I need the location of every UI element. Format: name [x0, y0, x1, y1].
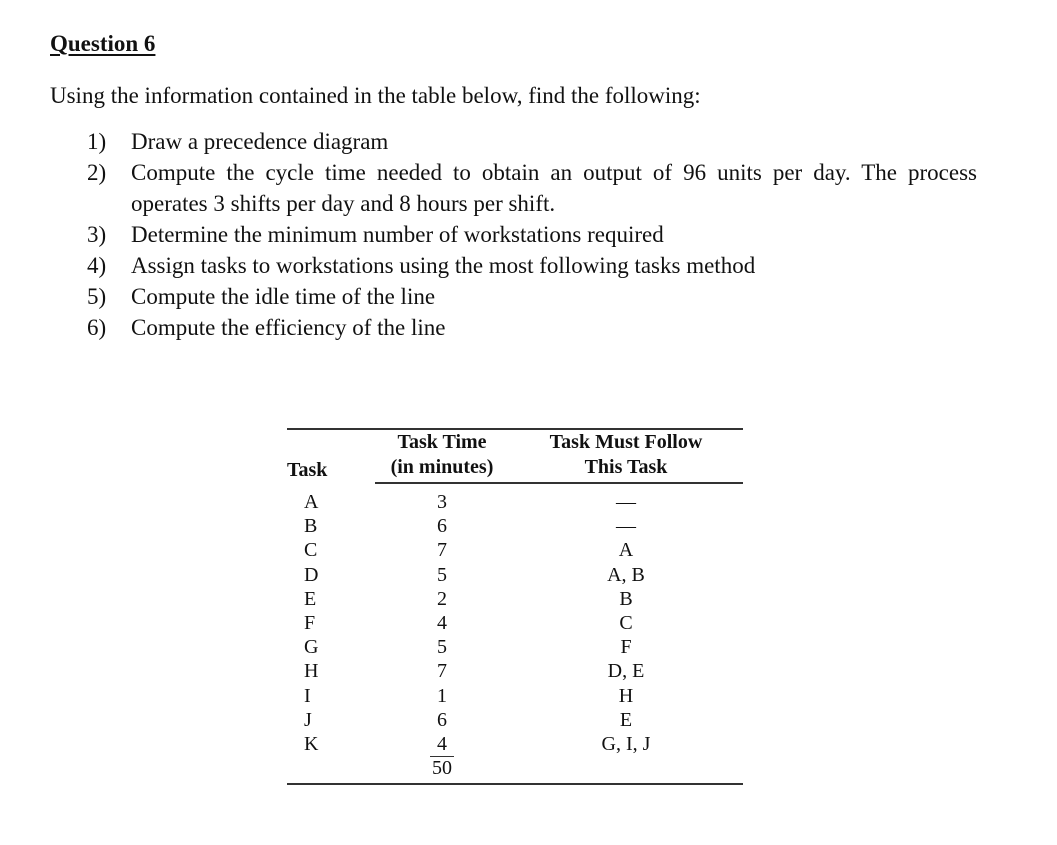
- cell-total: [375, 756, 509, 784]
- cell-time: 5: [437, 563, 447, 586]
- cell-time: 5: [437, 636, 447, 659]
- cell-time: 1: [437, 684, 447, 707]
- table-row: [287, 659, 743, 683]
- cell-task: E: [304, 587, 317, 610]
- item-number: 1): [87, 129, 107, 154]
- cell-follows: —: [616, 515, 636, 538]
- list-item: [87, 250, 977, 281]
- cell-follows: C: [619, 612, 633, 635]
- header-task: Task: [287, 429, 375, 483]
- table-row: [287, 684, 743, 708]
- table-row: [287, 483, 743, 514]
- cell-task: B: [304, 515, 318, 538]
- table-row: [287, 635, 743, 659]
- table-total-row: [287, 756, 743, 784]
- table-row: [287, 708, 743, 732]
- cell-task: G: [304, 636, 319, 659]
- cell-follows: —: [616, 491, 636, 513]
- cell-task: K: [304, 733, 319, 756]
- cell-time: 4: [437, 733, 447, 756]
- cell-follows: A, B: [607, 563, 645, 586]
- cell-time: 6: [437, 708, 447, 731]
- cell-task: D: [304, 563, 319, 586]
- cell-time: 3: [437, 491, 447, 513]
- item-text: Determine the minimum number of workstations required: [131, 222, 664, 247]
- table-row: [287, 732, 743, 756]
- table-row: [287, 563, 743, 587]
- cell-follows: E: [619, 708, 633, 731]
- item-text: Compute the idle time of the line: [131, 284, 436, 309]
- task-table: [287, 428, 743, 785]
- header-time-line1: Task Time: [375, 429, 509, 455]
- total-time: 50: [432, 757, 452, 780]
- cell-task: J: [304, 708, 312, 731]
- cell-time: 2: [437, 587, 447, 610]
- cell-follows: B: [619, 587, 633, 610]
- header-follow-line1: Task Must Follow: [509, 429, 743, 455]
- cell-time: 7: [437, 539, 447, 562]
- item-text: Assign tasks to workstations using the most following tasks method: [131, 253, 756, 278]
- item-number: 3): [87, 222, 107, 247]
- list-item: [87, 219, 977, 250]
- header-follow-line2: This Task: [509, 455, 743, 483]
- table-row: [287, 538, 743, 562]
- question-list: [87, 126, 977, 343]
- cell-time: 4: [437, 612, 447, 635]
- item-number: 4): [87, 253, 107, 278]
- item-number: 2): [87, 160, 107, 185]
- list-item: [87, 312, 977, 343]
- cell-time: 7: [437, 660, 447, 683]
- item-number: 6): [87, 315, 107, 340]
- cell-total-empty: [287, 756, 375, 784]
- item-number: 5): [87, 284, 107, 309]
- item-text: Draw a precedence diagram: [131, 129, 389, 154]
- question-title: Question 6: [50, 31, 156, 56]
- cell-follows: G, I, J: [601, 733, 651, 756]
- cell-follows: D, E: [607, 660, 645, 683]
- list-item: [87, 157, 977, 219]
- list-item: [87, 281, 977, 312]
- cell-follows: H: [618, 684, 634, 707]
- cell-time: 6: [437, 515, 447, 538]
- item-text: Compute the cycle time needed to obtain an output of 96 units per day. The process operates 3 shifts per day and 8 hours per shift.: [131, 160, 977, 216]
- table-row: [287, 611, 743, 635]
- header-time-line2: (in minutes): [375, 455, 509, 483]
- cell-follows: A: [618, 539, 634, 562]
- list-item: [87, 126, 977, 157]
- cell-task: F: [304, 612, 316, 635]
- table-row: [287, 587, 743, 611]
- cell-task: I: [304, 684, 311, 707]
- cell-total-empty: [509, 756, 743, 784]
- cell-task: C: [304, 539, 318, 562]
- cell-task: A: [304, 490, 319, 513]
- table-header-row: [287, 429, 743, 455]
- item-text: Compute the efficiency of the line: [131, 315, 446, 340]
- cell-follows: F: [620, 636, 632, 659]
- cell-task: H: [304, 660, 319, 683]
- question-intro: Using the information contained in the table below, find the following:: [50, 83, 701, 108]
- table-row: [287, 514, 743, 538]
